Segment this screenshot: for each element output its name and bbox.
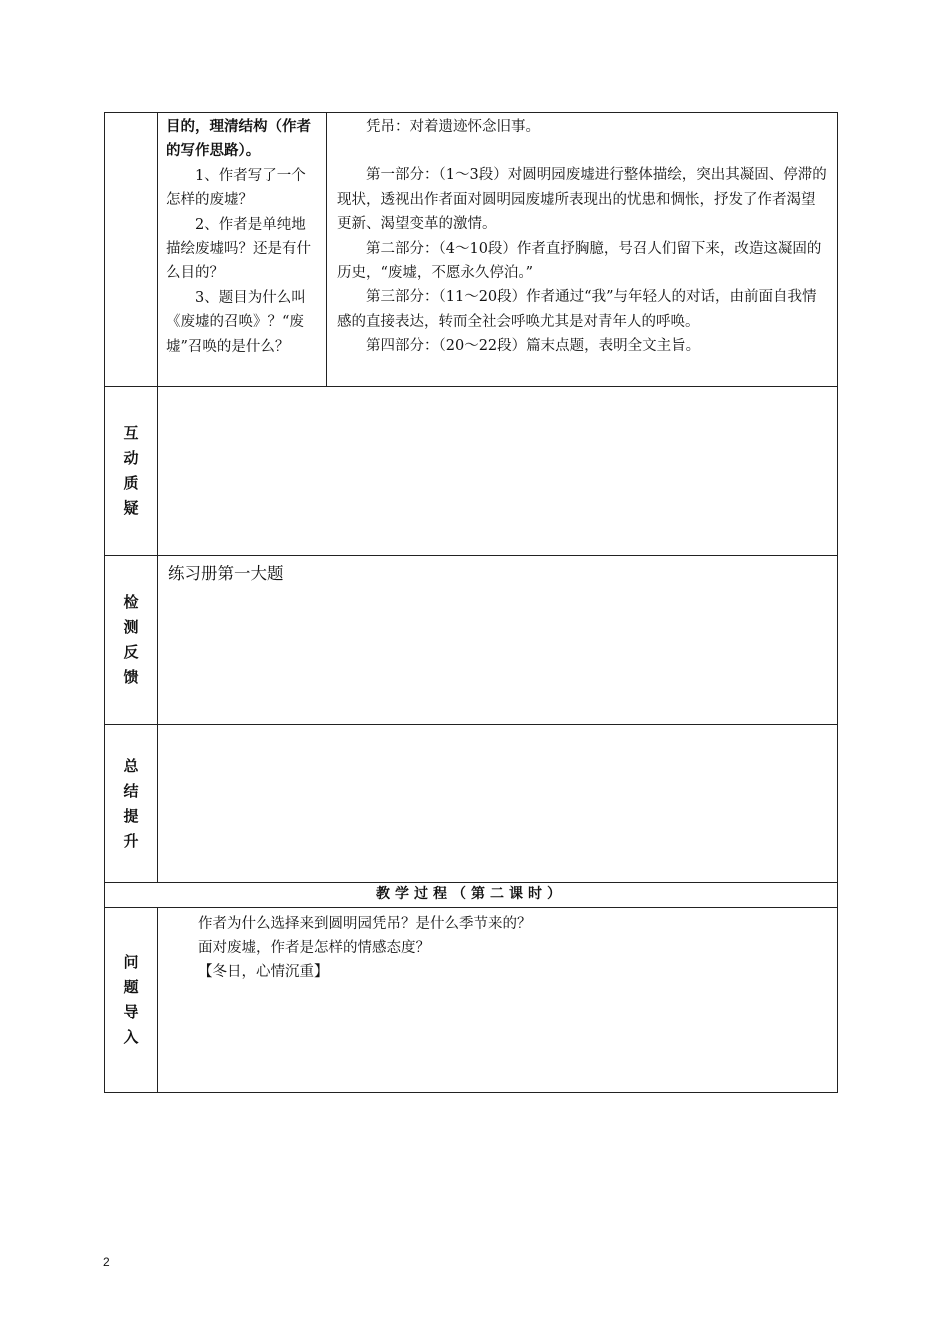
feedback-label-cell: [105, 556, 158, 725]
summary-label: 总结提升: [123, 756, 139, 850]
answer-intro: 凭吊：对着遗迹怀念旧事。: [366, 119, 540, 135]
question-item: 2、作者是单纯地描绘废墟吗？还是有什么目的？: [166, 216, 311, 282]
feedback-content: 练习册第一大题: [158, 556, 838, 725]
answer-part: 第二部分：（4～10段）作者直抒胸臆，号召人们留下来，改造这凝固的历史，“废墟，不愿永久停泊。”: [337, 240, 822, 282]
second-lesson-header-row: [105, 883, 838, 908]
summary-label-cell: [105, 725, 158, 883]
question-cell: [158, 113, 327, 387]
intro-line: 作者为什么选择来到圆明园凭吊？是什么季节来的？: [198, 916, 532, 932]
feedback-label: 检测反馈: [123, 593, 139, 686]
question-item: 1、作者写了一个怎样的废墟？: [166, 167, 306, 209]
second-lesson-header: 教学过程（第二课时）: [105, 883, 838, 908]
intro-line: 面对废墟，作者是怎样的情感态度？: [198, 940, 430, 956]
page-number: 2: [103, 1255, 110, 1269]
summary-row: [105, 725, 838, 883]
question-item: 3、题目为什么叫《废墟的召唤》？“废墟”召唤的是什么？: [166, 289, 306, 355]
intro-line: 【冬日，心情沉重】: [198, 964, 329, 980]
lesson-plan-table: [104, 112, 838, 1093]
interaction-label: 互动质疑: [123, 424, 139, 517]
intro-content: [158, 908, 838, 1093]
question-title: 目的，理清结构（作者的写作思路）。: [166, 118, 311, 160]
interaction-label-cell: [105, 387, 158, 556]
answer-part: 第四部分：（20～22段）篇末点题，表明全文主旨。: [366, 338, 701, 355]
intro-label-cell: [105, 908, 158, 1093]
answer-part: 第三部分：（11～20段）作者通过“我”与年轻人的对话，由前面自我情感的直接表达，转而全社会呼唤尤其是对青年人的呼唤。: [337, 289, 817, 330]
structure-row: [105, 113, 838, 387]
intro-row: [105, 908, 838, 1093]
answer-cell: [327, 113, 838, 387]
answer-part: 第一部分：（1～3段）对圆明园废墟进行整体描绘，突出其凝固、停滞的现状，透视出作者面对圆明园废墟所表现出的忧患和惆怅，抒发了作者渴望更新、渴望变革的激情。: [337, 167, 827, 233]
feedback-row: [105, 556, 838, 725]
summary-content: [158, 725, 838, 883]
intro-label: 问题导入: [123, 953, 139, 1046]
interaction-content: [158, 387, 838, 556]
interaction-row: [105, 387, 838, 556]
empty-side-cell: [105, 113, 158, 387]
